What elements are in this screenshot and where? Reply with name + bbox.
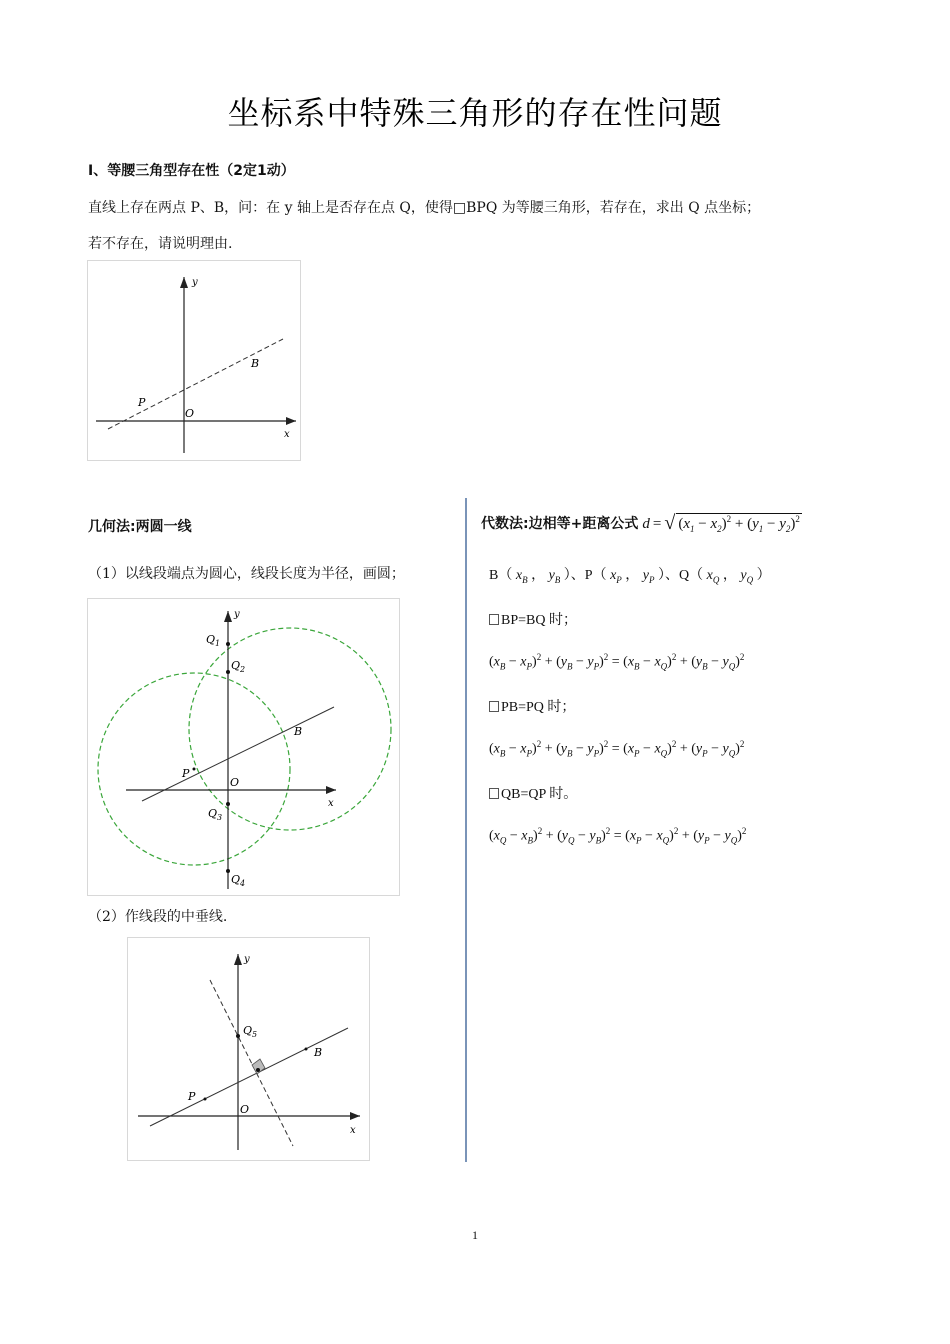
page-number: 1 (472, 1228, 478, 1242)
fig3-x-label: x (350, 1125, 356, 1136)
fig2-x-label: x (328, 798, 334, 809)
q5-sub: 5 (252, 1030, 258, 1039)
problem-line-2: 若不存在，请说明理由. (88, 236, 233, 252)
q4-label: Q (231, 873, 241, 886)
case-2-equation: $(x_B - x_P)^2 + (y_B - y_P)^2 = (x_P - x_Q)^2 + (y_P - y_Q)^2$ (489, 739, 745, 759)
fig1-x-label: x (284, 429, 290, 440)
svg-text:Q1 (206, 633, 220, 648)
fig1-p-label: P (138, 396, 146, 409)
algebra-heading-row (481, 505, 802, 541)
figure-2-svg (88, 599, 399, 895)
case-2-label (489, 696, 575, 716)
fig3-origin-label: O (240, 1103, 250, 1116)
svg-text:Q4 (231, 873, 245, 888)
q1-sub: 1 (215, 639, 221, 648)
case-2-text: PB=PQ 时； (501, 700, 576, 715)
formula-equals: = (652, 515, 662, 532)
case-1-equation: $(x_B - x_P)^2 + (y_B - y_P)^2 = (x_B - x_Q)^2 + (y_B - y_Q)^2$ (489, 652, 745, 672)
svg-text:Q5 (243, 1024, 257, 1039)
fig2-b-label: B (294, 725, 303, 738)
case-3-text: QB=QP 时。 (501, 787, 578, 802)
fig1-origin-label: O (185, 407, 195, 420)
figure-1-svg (88, 261, 300, 460)
algebra-heading: 代数法:边相等+距离公式 (481, 516, 639, 532)
q2-sub: 2 (240, 665, 246, 674)
fig2-y-label: y (234, 609, 240, 620)
figure-3-svg (128, 938, 369, 1160)
q1-label: Q (206, 633, 216, 646)
q3-sub: 3 (217, 813, 223, 822)
figure-perpendicular-bisector (127, 937, 370, 1161)
geometry-heading: 几何法:两圆一线 (88, 519, 192, 535)
section-heading: Ⅰ、等腰三角型存在性（2定1动） (88, 163, 295, 179)
fig1-b-label: B (251, 357, 260, 370)
case-3-label (489, 783, 577, 803)
q4-sub: 4 (240, 879, 246, 888)
q5-label: Q (243, 1024, 253, 1037)
q2-label: Q (231, 659, 241, 672)
case-1-label (489, 609, 577, 629)
case-3-equation: $(x_Q - x_B)^2 + (y_Q - y_B)^2 = (x_P - x_Q)^2 + (y_P - y_Q)^2$ (489, 826, 747, 846)
geometry-step-1: （1）以线段端点为圆心，线段长度为半径，画圆； (88, 566, 405, 582)
svg-text:Q2 (231, 659, 245, 674)
fig3-p-label: P (188, 1090, 196, 1103)
figure-line-pb (87, 260, 301, 461)
fig3-b-label: B (314, 1046, 323, 1059)
fig2-origin-label: O (230, 776, 240, 789)
formula-d: d (642, 515, 650, 532)
distance-formula: d = √ $(x_1 - x_2)^2 + (y_1 - y_2)^2$ (642, 511, 800, 534)
geometry-step-2: （2）作线段的中垂线. (88, 909, 228, 925)
case-1-text: BP=BQ 时； (501, 613, 577, 628)
page-title: 坐标系中特殊三角形的存在性问题 (227, 94, 723, 132)
svg-text:Q3 (208, 807, 222, 822)
problem-line-1: 直线上存在两点 P、B，问：在 y 轴上是否存在点 Q，使得□BPQ 为等腰三角形，若存在，求出 Q 点坐标； (88, 200, 761, 216)
column-divider (465, 498, 467, 1162)
figure-two-circles (87, 598, 400, 896)
fig2-p-label: P (182, 767, 190, 780)
fig1-y-label: y (192, 277, 198, 288)
fig3-y-label: y (244, 954, 250, 965)
q3-label: Q (208, 807, 218, 820)
coords-label: B（ $x_B$ ， $y_B$ ）、P（ $x_P$ ， $y_P$ ）、Q（ $x_Q$ ， $y_Q$ ） (489, 568, 771, 585)
